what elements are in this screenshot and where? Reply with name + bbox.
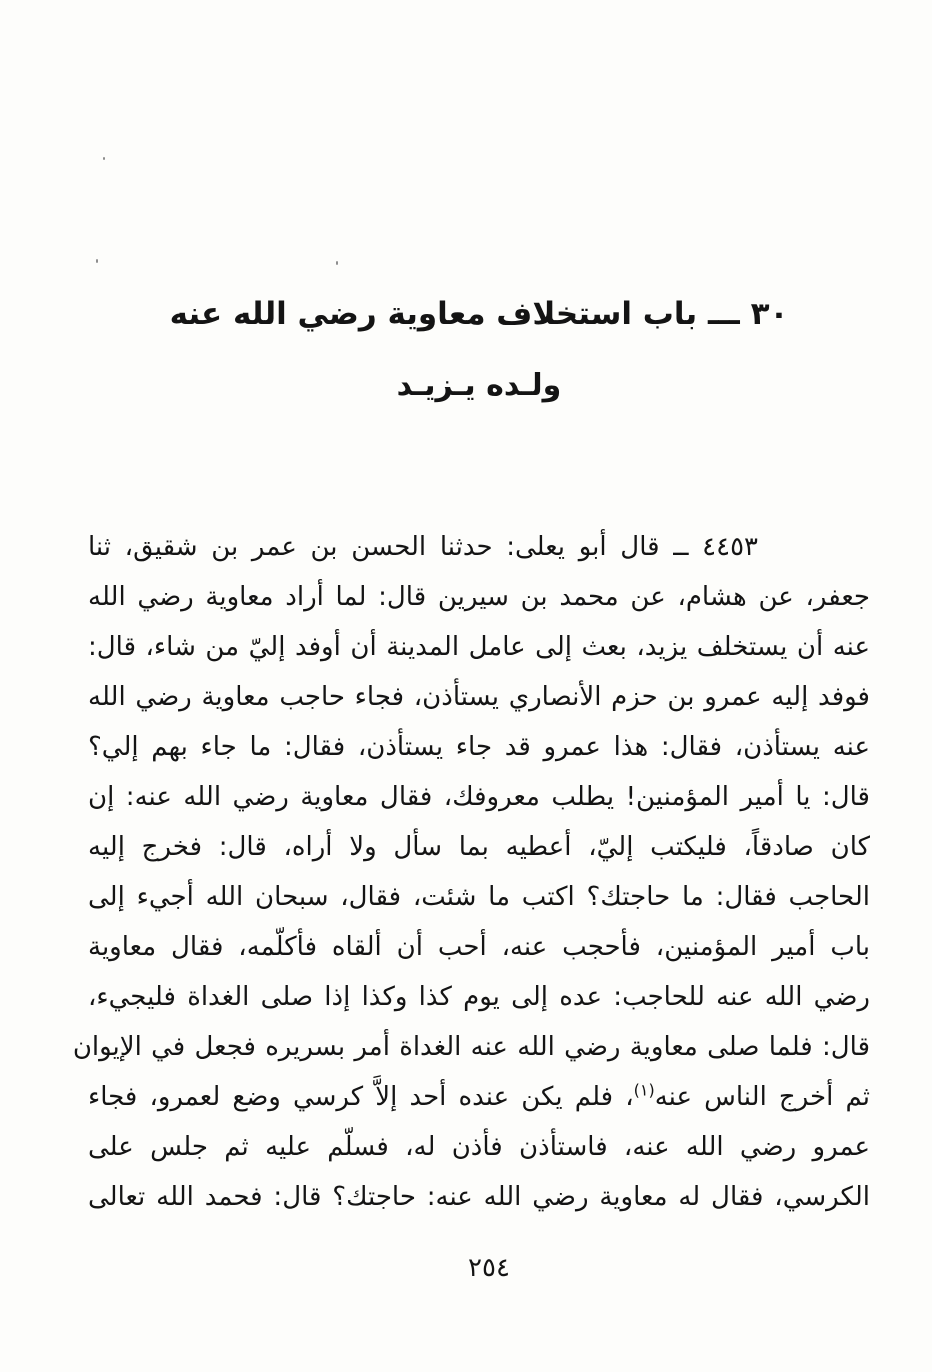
body-line: عنه يستأذن، فقال: هذا عمرو قد جاء يستأذن، فقال: ما جاء بهم إلي؟ <box>88 732 870 762</box>
chapter-heading <box>88 288 870 412</box>
body-line: عنه أن يستخلف يزيد، بعث إلى عامل المدينة أن أوفد إليّ من شاء، قال: <box>88 632 870 662</box>
body-line: ٤٤٥٣ ــ قال أبو يعلى: حدثنا الحسن بن عمر بن شقيق، ثنا <box>88 532 758 562</box>
body-line: رضي الله عنه للحاجب: عده إلى يوم كذا وكذا إذا صلى الغداة فليجيء، <box>88 982 870 1012</box>
chapter-heading-title: ٣٠ ـــ باب استخلاف معاوية رضي الله عنه <box>169 296 789 332</box>
body-line: قال: يا أمير المؤمنين! يطلب معروفك، فقال معاوية رضي الله عنه: إن <box>88 782 870 812</box>
scan-speck <box>96 259 98 263</box>
chapter-heading-subtitle: ولـده يـزيـد <box>396 368 562 403</box>
body-line-with-footnote <box>88 1072 870 1122</box>
body-line: فوفد إليه عمرو بن حزم الأنصاري يستأذن، فجاء حاجب معاوية رضي الله <box>88 682 870 712</box>
body-line-text: ، فلم يكن عنده أحد إلاَّ كرسي وضع لعمرو، فجاء <box>88 1082 634 1112</box>
body-line: كان صادقاً، فليكتب إليّ، أعطيه بما سأل ولا أراه، قال: فخرج إليه <box>88 832 870 862</box>
body-line: الكرسي، فقال له معاوية رضي الله عنه: حاجتك؟ قال: فحمد الله تعالى <box>88 1182 870 1212</box>
body-line: باب أمير المؤمنين، فأحجب عنه، أحب أن ألقاه فأكلّمه، فقال معاوية <box>88 932 870 962</box>
page-number: ٢٥٤ <box>468 1253 510 1283</box>
body-line: جعفر، عن هشام، عن محمد بن سيرين قال: لما أراد معاوية رضي الله <box>88 582 870 612</box>
scan-speck <box>336 261 338 265</box>
body-line: الحاجب فقال: ما حاجتك؟ اكتب ما شئت، فقال، سبحان الله أجيء إلى <box>88 882 870 912</box>
scan-speck <box>103 157 105 160</box>
footnote-marker: (١) <box>633 1080 655 1100</box>
body-line: قال: فلما صلى معاوية رضي الله عنه الغداة أمر بسريره فجعل في الإيوان <box>72 1032 870 1062</box>
body-line: عمرو رضي الله عنه، فاستأذن فأذن له، فسلّم عليه ثم جلس على <box>88 1132 870 1162</box>
body-line-text: ثم أخرج الناس عنه <box>654 1082 870 1112</box>
hadith-paragraph <box>72 522 870 1222</box>
